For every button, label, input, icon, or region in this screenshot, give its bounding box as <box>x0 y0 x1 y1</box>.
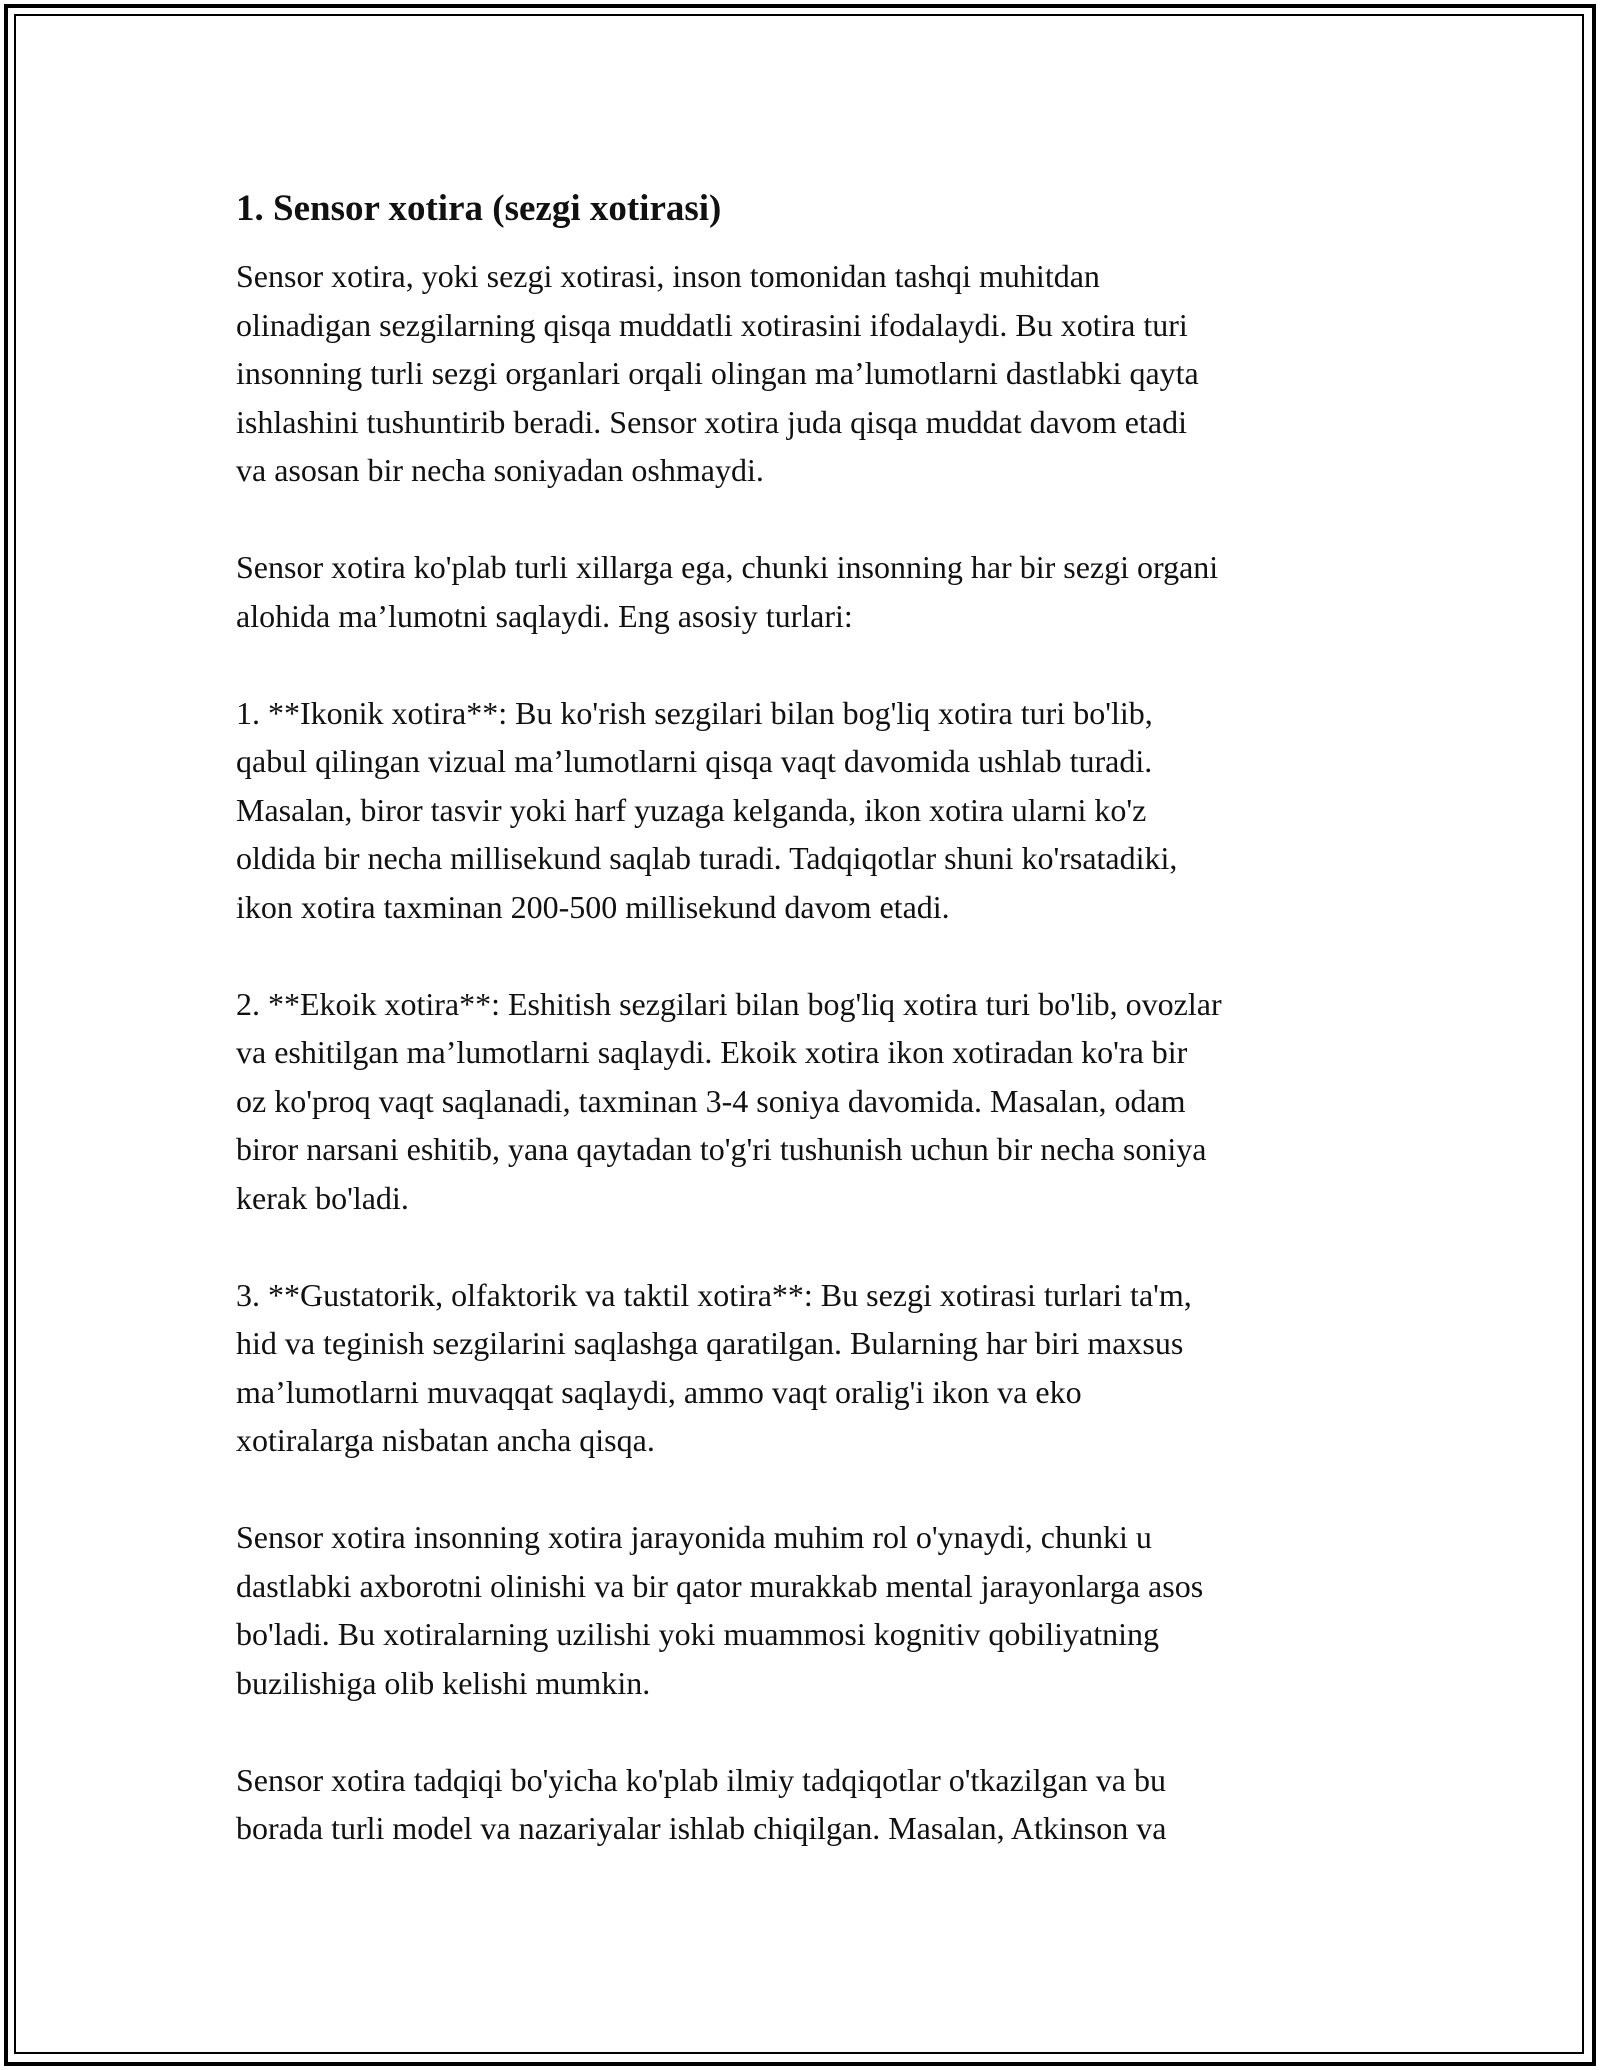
paragraph-intro: Sensor xotira, yoki sezgi xotirasi, inson tomonidan tashqi muhitdan olinadigan sezgilarning qisqa muddatli xotirasini ifodalaydi. Bu xotira turi insonning turli sezgi organlari orqali olingan ma’lumotlarni dastlabki qayta ishlashini tushuntirib beradi. Sensor xotira juda qisqa muddat davom etadi va asosan bir necha soniyadan oshmaydi. <box>236 258 1199 489</box>
paragraph-importance: Sensor xotira insonning xotira jarayonida muhim rol o'ynaydi, chunki u dastlabki axborotni olinishi va bir qator murakkab mental jarayonlarga asos bo'ladi. Bu xotiralarning uzilishi yoki muammosi kognitiv qobiliyatning buzilishiga olib kelishi mumkin. <box>236 1519 1204 1701</box>
paragraph-other-senses: 3. **Gustatorik, olfaktorik va taktil xotira**: Bu sezgi xotirasi turlari ta'm, hid va teginish sezgilarini saqlashga qaratilgan. Bularning har biri maxsus ma’lumotlarni muvaqqat saqlaydi, ammo vaqt oralig'i ikon va eko xotiralarga nisbatan ancha qisqa. <box>236 1276 1192 1459</box>
document-body <box>236 185 1376 1853</box>
paragraph-iconic-memory: 1. **Ikonik xotira**: Bu ko'rish sezgilari bilan bog'liq xotira turi bo'lib, qabul qilingan vizual ma’lumotlarni qisqa vaqt davomida ushlab turadi. Masalan, biror tasvir yoki harf yuzaga kelganda, ikon xotira ularni ko'z oldida bir necha millisekund saqlab turadi. Tadqiqotlar shuni ko'rsatadiki, ikon xotira taxminan 200-500 millisekund davom etadi. <box>236 694 1178 925</box>
paragraph-research: Sensor xotira tadqiqi bo'yicha ko'plab ilmiy tadqiqotlar o'tkazilgan va bu borada turli model va nazariyalar ishlab chiqilgan. Masalan, Atkinson va <box>236 1761 1167 1847</box>
section-heading: 1. Sensor xotira (sezgi xotirasi) <box>236 188 722 229</box>
paragraph-types-intro: Sensor xotira ko'plab turli xillarga ega, chunki insonning har bir sezgi organi alohida ma’lumotni saqlaydi. Eng asosiy turlari: <box>236 549 1219 634</box>
paragraph-echoic-memory: 2. **Ekoik xotira**: Eshitish sezgilari bilan bog'liq xotira turi bo'lib, ovozlar va eshitilgan ma’lumotlarni saqlaydi. Ekoik xotira ikon xotiradan ko'ra bir oz ko'proq vaqt saqlanadi, taxminan 3-4 soniya davomida. Masalan, odam biror narsani eshitib, yana qaytadan to'g'ri tushunish uchun bir necha soniya kerak bo'ladi. <box>236 985 1222 1216</box>
